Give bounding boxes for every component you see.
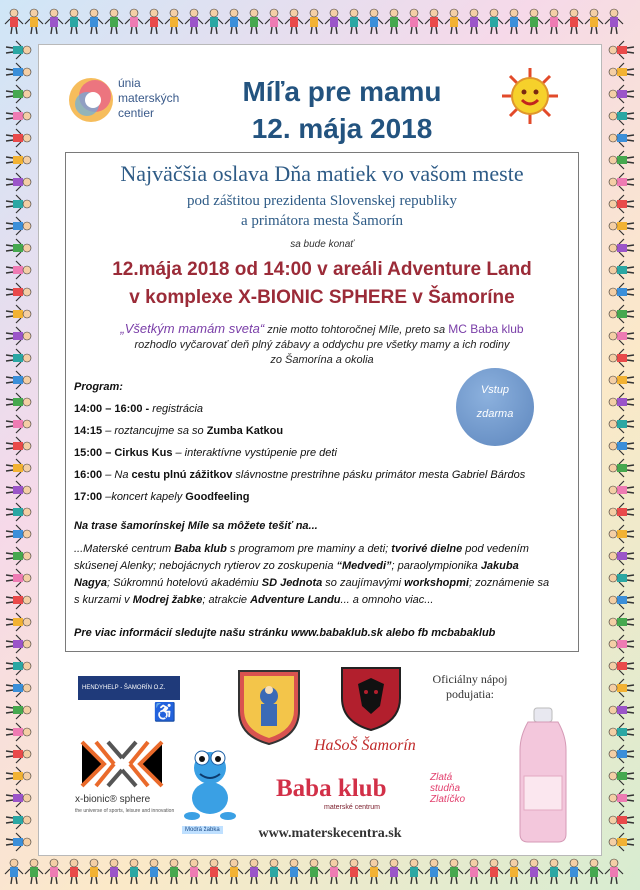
child-figure [205,859,223,884]
child-figure [609,569,634,587]
child-figure [6,481,31,499]
child-figure [285,9,303,34]
child-figure [25,859,43,884]
child-figure [285,859,303,884]
child-figure [45,859,63,884]
program-item: 17:00 –koncert kapely Goodfeeling [74,491,250,503]
child-figure [609,701,634,719]
child-figure [609,547,634,565]
child-figure [6,503,31,521]
child-figure [6,679,31,697]
child-figure [445,859,463,884]
blue-frog-icon [180,744,240,824]
baba-klub-logo: Baba klub [276,775,387,802]
child-figure [385,859,403,884]
child-figure [585,859,603,884]
child-figure [225,9,243,34]
x-bionic-tagline: the universe of sports, leisure and innovation [75,808,175,814]
child-figure [6,261,31,279]
website-link[interactable]: www.materskecentra.sk [258,826,402,841]
headline: Najväčšia oslava Dňa matiek vo vašom meste [120,161,524,186]
child-figure [525,9,543,34]
child-figure [465,859,483,884]
child-figure [245,859,263,884]
x-bionic-name: x-bionic® sphere [75,794,151,805]
child-figure [6,569,31,587]
child-figure [609,745,634,763]
org-name: únia materských centier [118,76,180,120]
child-figure [225,859,243,884]
child-figure [609,41,634,59]
event-where: v komplexe X-BIONIC SPHERE v Šamoríne [129,287,515,308]
child-figure [485,9,503,34]
child-figure [609,415,634,433]
child-figure [345,9,363,34]
main-info-box [65,152,579,652]
child-figure [6,789,31,807]
program-item: 15:00 – Cirkus Kus – interaktívne vystúpenie pre deti [74,447,337,459]
child-figure [5,859,23,884]
motto-paragraph: „Všetkým mamám sveta“ znie motto tohtoročnej Míle, preto sa MC Baba klub rozhodlo vyčarovať deň plný zábavy a oddychu pre všetky mamy a ich rodiny zo Šamorína a okolia [120,321,524,366]
child-figure [6,723,31,741]
child-figure [65,9,83,34]
child-figure [485,859,503,884]
official-drink-label: Oficiálny nápoj podujatia: [432,672,508,701]
child-figure [185,9,203,34]
x-bionic-logo-icon [74,736,170,792]
child-figure [609,525,634,543]
modra-zabka-label: Modrá žabka [182,826,223,834]
child-figure [6,371,31,389]
child-figure [609,261,634,279]
child-figure [6,195,31,213]
child-figure [5,9,23,34]
child-figure [609,635,634,653]
child-figure [6,107,31,125]
child-figure [305,859,323,884]
program-label: Program: [74,381,123,393]
sun-logo-icon [500,66,560,126]
child-figure [125,9,143,34]
child-figure [609,789,634,807]
medvedi-shield-icon [340,664,402,732]
child-figure [609,481,634,499]
child-figure [6,217,31,235]
child-figure [85,859,103,884]
child-figure [609,283,634,301]
child-figure [85,9,103,34]
child-figure [6,349,31,367]
child-figure [6,657,31,675]
child-figure [25,9,43,34]
held-note: sa bude konať [290,239,354,250]
child-figure [609,591,634,609]
patron-line-2: a primátora mesta Šamorín [240,213,404,229]
child-figure [6,811,31,829]
child-figure [525,859,543,884]
child-figure [6,591,31,609]
henyhelp-logo: HENDYHELP - ŠAMORÍN O.Z. ♿ [78,676,180,700]
child-figure [365,9,383,34]
child-figure [605,9,623,34]
child-figure [609,305,634,323]
child-figure [609,723,634,741]
child-figure [609,107,634,125]
child-figure [145,9,163,34]
child-figure [6,437,31,455]
child-figure [305,9,323,34]
child-figure [45,9,63,34]
patron-line: pod záštitou prezidenta Slovenskej republiky [187,193,457,209]
trail-description: Na trase šamorínskej Míle sa môžete tešiť na... ...Materské centrum Baba klub s programom pre maminy a deti; tvorivé dielne pod vedením skúsenej Alenky; nebojácnych rytierov zo zoskupenia “Medvedi”; paraolympionika Jakuba Nagya; Súkromnú hotelovú akadémiu SD Jednota so zaujímavými workshopmi; zoznámenie sa s kurzami v Modrej žabke; atrakcie Adventure Landu... a omnoho viac... [74,520,550,606]
child-figure [6,327,31,345]
child-figure [345,859,363,884]
event-title: Míľa pre mamu [242,76,442,107]
child-figure [609,811,634,829]
samorin-coat-of-arms-icon [234,666,304,746]
child-figure [605,859,623,884]
child-figure [609,437,634,455]
child-figure [6,547,31,565]
water-bottle-icon [508,706,578,846]
child-figure [6,459,31,477]
child-figure [6,283,31,301]
program-item: 16:00 – Na cestu plnú zážitkov slávnostne prestrihne pásku primátor mesta Gabriel Bárdos [74,469,526,481]
child-figure [385,9,403,34]
child-figure [405,9,423,34]
child-figure [245,9,263,34]
child-figure [145,859,163,884]
child-figure [609,63,634,81]
child-figure [6,129,31,147]
more-info: Pre viac informácií sledujte našu stránku www.babaklub.sk alebo fb mcbabaklub [74,627,496,639]
child-figure [425,9,443,34]
child-figure [6,151,31,169]
child-figure [609,613,634,631]
child-figure [609,217,634,235]
child-figure [6,239,31,257]
child-figure [105,859,123,884]
child-figure [609,349,634,367]
child-figure [609,833,634,851]
event-when: 12.mája 2018 od 14:00 v areáli Adventure Land [112,259,532,280]
child-figure [609,459,634,477]
child-figure [6,393,31,411]
child-figure [609,129,634,147]
child-figure [265,9,283,34]
child-figure [105,9,123,34]
child-figure [609,393,634,411]
child-figure [165,9,183,34]
baba-klub-subtitle: materské centrum [324,804,381,811]
zlata-studna-logo: Zlatá studňa Zlatíčko [430,772,466,805]
child-figure [205,9,223,34]
child-figure [609,239,634,257]
free-entry-badge: Vstup zdarma [456,368,534,446]
child-figure [609,195,634,213]
child-figure [505,9,523,34]
child-figure [6,767,31,785]
child-figure [6,415,31,433]
child-figure [609,657,634,675]
event-date: 12. mája 2018 [251,113,433,144]
child-figure [165,859,183,884]
child-figure [565,859,583,884]
child-figure [609,503,634,521]
child-figure [325,9,343,34]
child-figure [609,371,634,389]
child-figure [609,679,634,697]
child-figure [65,859,83,884]
child-figure [505,859,523,884]
child-figure [185,859,203,884]
child-figure [565,9,583,34]
child-figure [609,85,634,103]
child-figure [585,9,603,34]
wheelchair-icon: ♿ [153,702,176,722]
child-figure [6,41,31,59]
child-figure [6,613,31,631]
child-figure [609,327,634,345]
child-figure [425,859,443,884]
child-figure [465,9,483,34]
child-figure [609,173,634,191]
child-figure [445,9,463,34]
child-figure [6,63,31,81]
child-figure [6,525,31,543]
program-item: 14:15 – roztancujme sa so Zumba Katkou [74,425,284,437]
child-figure [609,767,634,785]
child-figure [6,635,31,653]
child-figure [6,745,31,763]
child-figure [325,859,343,884]
child-figure [6,173,31,191]
child-figure [545,859,563,884]
child-figure [6,701,31,719]
child-figure [405,859,423,884]
child-figure [125,859,143,884]
hasos-logo: HaSoŠ Šamorín [314,737,416,754]
child-figure [6,85,31,103]
child-figure [365,859,383,884]
child-figure [6,305,31,323]
child-figure [265,859,283,884]
child-figure [545,9,563,34]
child-figure [6,833,31,851]
program-item: 14:00 – 16:00 - registrácia [74,403,204,415]
child-figure [609,151,634,169]
